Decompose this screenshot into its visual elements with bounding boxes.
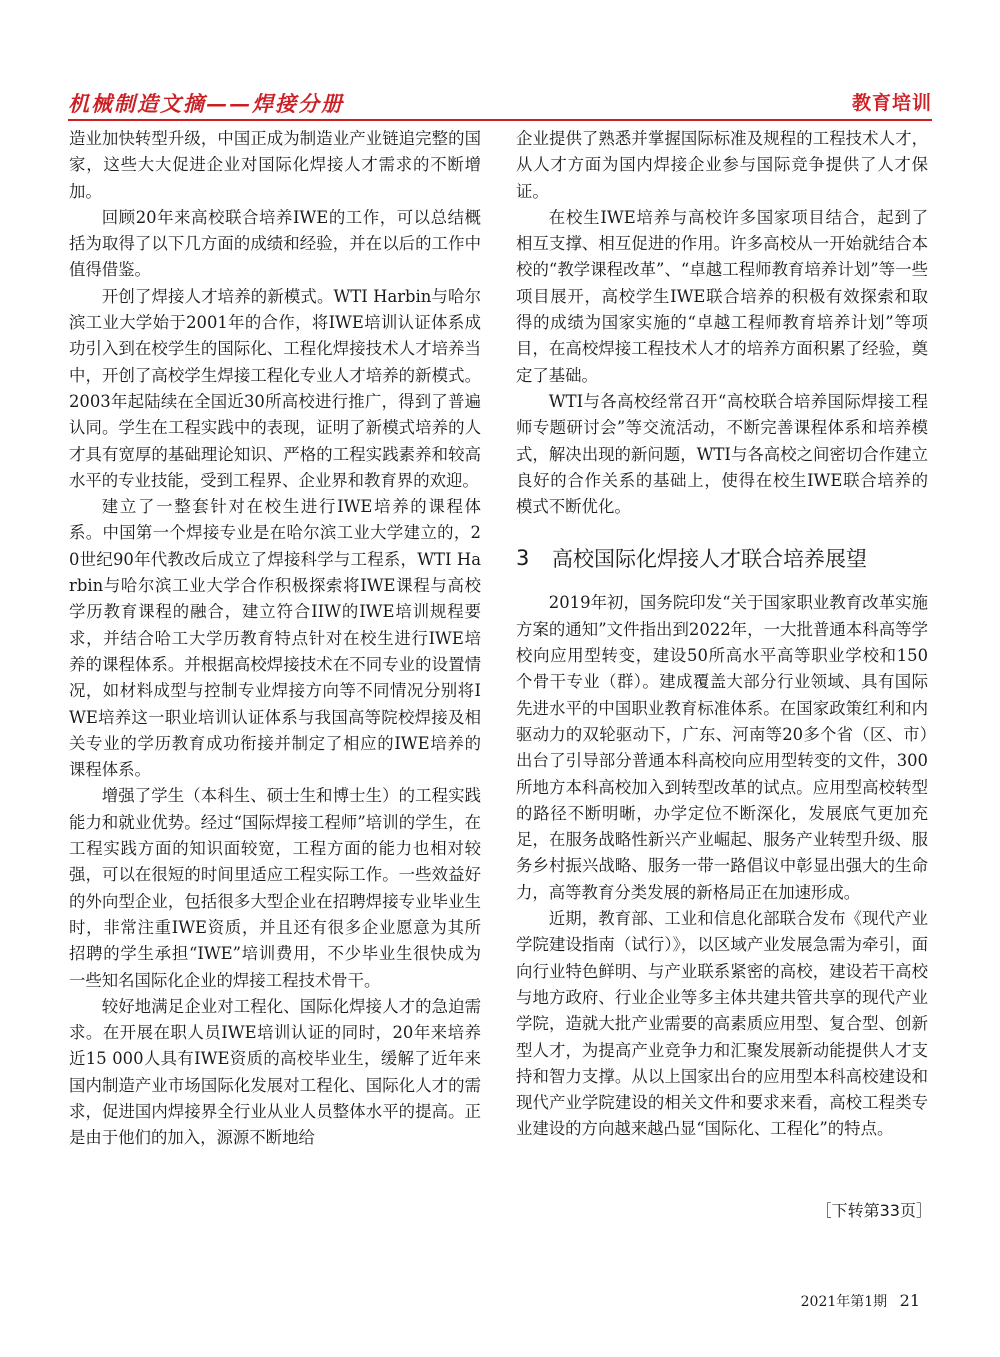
paragraph: 近期，教育部、工业和信息化部联合发布《现代产业学院建设指南（试行）》，以区域产业发展急需为牵引，面向行业特色鲜明、与产业联系紧密的高校，建设若干高校与地方政府、行业企业等多主体共建共管共享的现代产业学院，造就大批产业需要的高素质应用型、复合型、创新型人才，为提高产业竞争力和汇聚发展新动能提供人才支持和智力支撑。从以上国家出台的应用型本科高校建设和现代产业学院建设的相关文件和要求来看，高校工程类专业建设的方向越来越凸显“国际化、工程化”的特点。 [516, 909, 928, 1139]
continuation-note: ［下转第33页］ [815, 1201, 932, 1220]
issue-label: 2021年第1期 [800, 1294, 888, 1310]
section-tag: 教育培训 [851, 92, 932, 114]
page-number: 21 [899, 1291, 920, 1310]
page-footer [801, 1291, 920, 1311]
section-number: 3 [516, 546, 530, 571]
page-header [68, 88, 932, 120]
paragraph: 企业提供了熟悉并掌握国际标准及规程的工程技术人才，从人才方面为国内焊接企业参与国际竞争提供了人才保证。 [516, 129, 928, 201]
section-title: 高校国际化焊接人才联合培养展望 [552, 547, 867, 572]
left-column [69, 126, 481, 1152]
paragraph: 较好地满足企业对工程化、国际化焊接人才的急迫需求。在开展在职人员IWE培训认证的同时，20年来培养近15 000人具有IWE资质的高校毕业生，缓解了近年来国内制造产业市场国际化发展对工程化、国际化人才的需求，促进国内焊接界全行业从业人员整体水平的提高。正是由于他们的加入，源源不断地给 [69, 996, 481, 1148]
paragraph: 在校生IWE培养与高校许多国家项目结合，起到了相互支撑、相互促进的作用。许多高校从一开始就结合本校的“教学课程改革”、“卓越工程师教育培养计划”等一些项目展开，高校学生IWE联合培养的积极有效探索和取得的成绩为国家实施的“卓越工程师教育培养计划”等项目，在高校焊接工程技术人才的培养方面积累了经验，奠定了基础。 [516, 207, 928, 385]
paragraph: 建立了一整套针对在校生进行IWE培养的课程体系。中国第一个焊接专业是在哈尔滨工业大学建立的，20世纪90年代教改后成立了焊接科学与工程系，WTI Harbin与哈尔滨工业大学合作积极探索将IWE课程与高校学历教育课程的融合，建立符合IIW的IWE培训规程要求，并结合哈工大学历教育特点针对在校生进行IWE培养的课程体系。并根据高校焊接技术在不同专业的设置情况，如材料成型与控制专业焊接方向等不同情况分别将IWE培养这一职业培训认证体系与我国高等院校焊接及相关专业的学历教育成功衔接并制定了相应的IWE培养的课程体系。 [69, 497, 481, 780]
paragraph: 增强了学生（本科生、硕士生和博士生）的工程实践能力和就业优势。经过“国际焊接工程师”培训的学生，在工程实践方面的知识面较宽，工程方面的能力也相对较强，可以在很短的时间里适应工程实际工作。一些效益好的外向型企业，包括很多大型企业在招聘焊接专业毕业生时，非常注重IWE资质，并且还有很多企业愿意为其所招聘的学生承担“IWE”培训费用，不少毕业生很快成为一些知名国际化企业的焊接工程技术骨干。 [69, 786, 481, 990]
header-rule [68, 119, 932, 121]
journal-title: 机械制造文摘——焊接分册 [68, 91, 344, 116]
paragraph: 回顾20年来高校联合培养IWE的工作，可以总结概括为取得了以下几方面的成绩和经验，并在以后的工作中值得借鉴。 [69, 207, 481, 280]
paragraph: 造业加快转型升级，中国正成为制造业产业链追完整的国家，这些大大促进企业对国际化焊接人才需求的不断增加。 [69, 129, 481, 201]
section-heading [516, 538, 928, 578]
paragraph: 2019年初，国务院印发“关于国家职业教育改革实施方案的通知”文件指出到2022年，一大批普通本科高等学校向应用型转变，建设50所高水平高等职业学校和150个骨干专业（群）。建成覆盖大部分行业领域、具有国际先进水平的中国职业教育标准体系。在国家政策红利和内驱动力的双轮驱动下，广东、河南等20多个省（区、市）出台了引导部分普通本科高校向应用型转变的文件，300所地方本科高校加入到转型改革的试点。应用型高校转型的路径不断明晰，办学定位不断深化，发展底气更加充足，在服务战略性新兴产业崛起、服务产业转型升级、服务乡村振兴战略、服务一带一路倡议中彰显出强大的生命力，高等教育分类发展的新格局正在加速形成。 [516, 593, 928, 902]
right-column [516, 126, 928, 1143]
paragraph: WTI与各高校经常召开“高校联合培养国际焊接工程师专题研讨会”等交流活动，不断完善课程体系和培养模式，解决出现的新问题，WTI与各高校之间密切合作建立良好的合作关系的基础上，使得在校生IWE联合培养的模式不断优化。 [516, 391, 928, 517]
paragraph: 开创了焊接人才培养的新模式。WTI Harbin与哈尔滨工业大学始于2001年的合作，将IWE培训认证体系成功引入到在校学生的国际化、工程化焊接技术人才培养当中，开创了高校学生焊接工程化专业人才培养的新模式。2003年起陆续在全国近30所高校进行推广，得到了普遍认同。学生在工程实践中的表现，证明了新模式培养的人才具有宽厚的基础理论知识、严格的工程实践素养和较高水平的专业技能，受到工程界、企业界和教育界的欢迎。 [69, 286, 481, 490]
